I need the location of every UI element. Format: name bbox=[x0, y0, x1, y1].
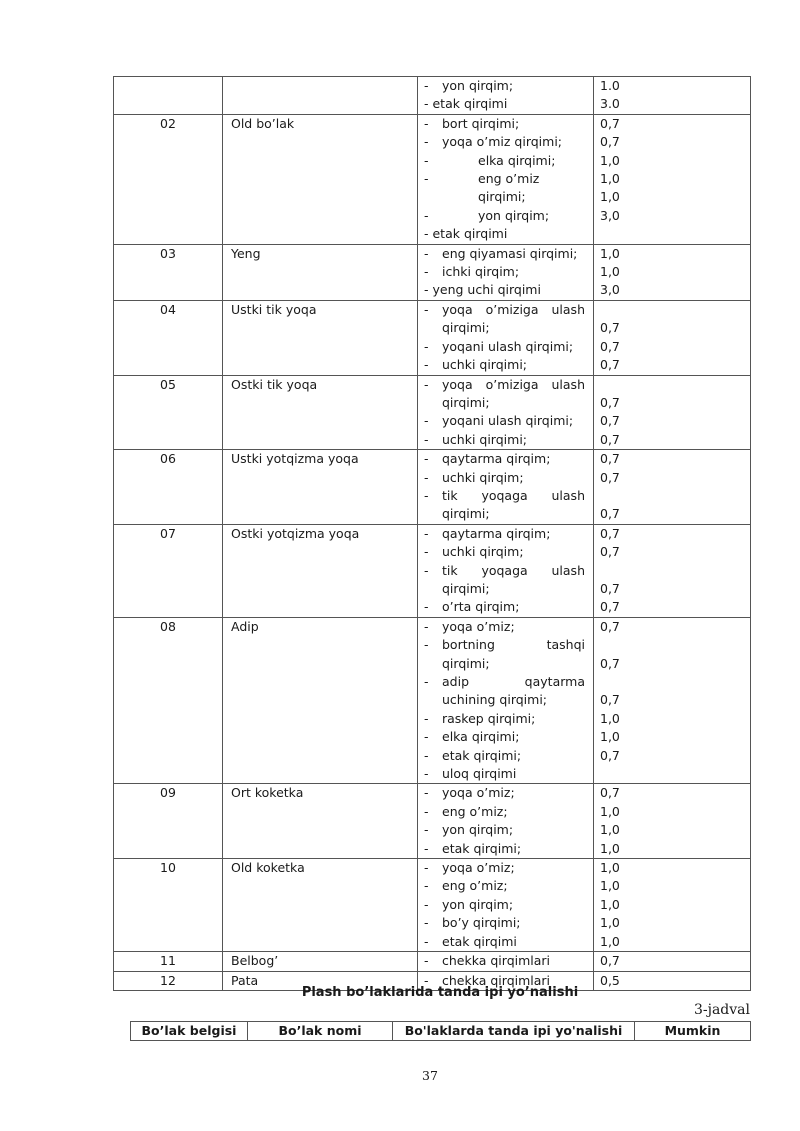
part-code-cell: 03 bbox=[114, 244, 223, 300]
cut-item-text: adip qaytarma bbox=[442, 674, 585, 689]
cut-item bbox=[418, 170, 593, 207]
cut-item-text: bort qirqimi; bbox=[442, 115, 520, 131]
cut-item bbox=[418, 765, 593, 783]
part-name-cell: Old bo’lak bbox=[223, 114, 418, 244]
dash-marker: - bbox=[424, 78, 429, 93]
part-code-cell: 05 bbox=[114, 375, 223, 450]
cut-item bbox=[418, 747, 593, 765]
cut-item bbox=[418, 207, 593, 225]
table-row bbox=[114, 244, 751, 300]
dash-marker: - bbox=[424, 357, 429, 373]
part-name-cell: Ort koketka bbox=[223, 784, 418, 859]
allowance-value: 0,7 bbox=[600, 599, 620, 615]
allowance-value: 3.0 bbox=[600, 96, 620, 112]
cut-item-text: uloq qirqimi bbox=[442, 766, 517, 782]
allowance-value: 0,7 bbox=[600, 655, 620, 671]
allowance-value: 1.0 bbox=[600, 78, 620, 93]
allowance-value: 0,7 bbox=[600, 451, 620, 467]
cut-item-text: yoqa o’miz; bbox=[442, 618, 515, 634]
cut-item-text: eng qiyamasi qirqimi; bbox=[442, 245, 578, 261]
cut-item bbox=[418, 450, 593, 468]
part-code-cell: 11 bbox=[114, 952, 223, 971]
part-code-cell: 07 bbox=[114, 524, 223, 617]
dash-marker: - bbox=[424, 264, 429, 280]
cut-list-cell bbox=[418, 375, 594, 450]
allowance-value: 1,0 bbox=[600, 803, 620, 819]
part-code-cell: 02 bbox=[114, 114, 223, 244]
cut-item bbox=[418, 655, 593, 673]
dash-marker: - bbox=[424, 301, 429, 317]
allowance-value: 1,0 bbox=[600, 152, 620, 168]
cut-item bbox=[418, 505, 593, 523]
cut-item-text: - yeng uchi qirqimi bbox=[424, 282, 541, 298]
cut-item bbox=[418, 933, 593, 951]
cut-item bbox=[418, 803, 593, 821]
allowance-value bbox=[600, 673, 750, 691]
cut-item-text: qirqimi; bbox=[442, 655, 490, 671]
part-name-cell: Ustki tik yoqa bbox=[223, 300, 418, 375]
cut-item-text: ichki qirqim; bbox=[442, 264, 520, 280]
dash-marker bbox=[418, 580, 442, 598]
allowance-values-cell bbox=[594, 952, 751, 971]
cut-item-text: bo’y qirqimi; bbox=[442, 915, 521, 931]
dash-marker: - bbox=[424, 860, 429, 876]
allowance-value: 0,7 bbox=[600, 544, 620, 560]
dash-marker: - bbox=[424, 785, 429, 801]
dash-marker: - bbox=[424, 729, 429, 745]
dash-marker: - bbox=[424, 376, 429, 392]
dash-marker: - bbox=[424, 431, 429, 447]
table-row bbox=[114, 952, 751, 971]
dash-marker: - bbox=[424, 413, 429, 429]
allowance-value: 0,7 bbox=[600, 747, 620, 763]
cut-item bbox=[418, 77, 593, 95]
table-row bbox=[114, 114, 751, 244]
cut-item bbox=[418, 691, 593, 709]
part-name-cell: Ustki yotqizma yoqa bbox=[223, 450, 418, 525]
cut-item-text: uchki qirqimi; bbox=[442, 357, 527, 373]
cut-item bbox=[418, 562, 593, 580]
dash-marker: - bbox=[424, 115, 429, 131]
cut-item bbox=[418, 877, 593, 895]
dash-marker: - bbox=[424, 207, 429, 223]
cut-item bbox=[418, 431, 593, 449]
allowance-value: 1,0 bbox=[600, 933, 620, 949]
allowance-value: 0,7 bbox=[600, 469, 620, 485]
cut-list-cell bbox=[418, 77, 594, 115]
part-code-cell: 04 bbox=[114, 300, 223, 375]
allowance-value: 1,0 bbox=[600, 245, 620, 261]
cut-item bbox=[418, 225, 593, 243]
part-name-cell: Old koketka bbox=[223, 859, 418, 952]
cut-item bbox=[418, 710, 593, 728]
cut-item-text: uchki qirqimi; bbox=[442, 431, 527, 447]
allowance-values-cell bbox=[594, 859, 751, 952]
cut-item bbox=[418, 319, 593, 337]
allowance-value: 1,0 bbox=[600, 170, 620, 186]
cut-item-text: uchining qirqimi; bbox=[442, 692, 548, 708]
cut-item-text: etak qirqimi; bbox=[442, 747, 522, 763]
part-code-cell: 08 bbox=[114, 617, 223, 784]
allowance-value: 0,7 bbox=[600, 320, 620, 336]
cut-item bbox=[418, 914, 593, 932]
cut-item bbox=[418, 281, 593, 299]
allowance-value: 0,7 bbox=[600, 394, 620, 410]
dash-marker: - bbox=[424, 451, 429, 467]
allowance-value: 0,7 bbox=[600, 115, 620, 131]
allowance-value: 0,7 bbox=[600, 338, 620, 354]
cut-item bbox=[418, 636, 593, 654]
cut-item-text: eng o’miz qirqimi; bbox=[478, 171, 540, 205]
cut-item-text: yoqa o’miziga ulash bbox=[442, 376, 585, 392]
cut-item bbox=[418, 356, 593, 374]
dash-marker bbox=[418, 691, 442, 709]
cut-item-text: yoqa o’miz qirqimi; bbox=[442, 134, 563, 150]
cut-item bbox=[418, 338, 593, 356]
dash-marker: - bbox=[424, 896, 429, 912]
header-cell-allowed: Mumkin bbox=[635, 1022, 751, 1041]
cut-item-text: raskep qirqimi; bbox=[442, 710, 536, 726]
cut-item bbox=[418, 525, 593, 543]
dash-marker: - bbox=[424, 933, 429, 949]
cut-item bbox=[418, 821, 593, 839]
allowance-value: 0,7 bbox=[600, 953, 620, 969]
cut-item bbox=[418, 95, 593, 113]
cut-item bbox=[418, 263, 593, 281]
allowance-value: 1,0 bbox=[600, 822, 620, 838]
dash-marker: - bbox=[424, 953, 429, 969]
allowance-values-cell bbox=[594, 300, 751, 375]
cut-item-text: elka qirqimi; bbox=[442, 729, 520, 745]
part-name-cell: Yeng bbox=[223, 244, 418, 300]
cut-item-text: uchki qirqim; bbox=[442, 544, 524, 560]
cut-list-cell bbox=[418, 784, 594, 859]
table-row bbox=[114, 375, 751, 450]
cut-item bbox=[418, 376, 593, 394]
allowance-value: 1,0 bbox=[600, 896, 620, 912]
dash-marker: - bbox=[424, 152, 429, 168]
table-number: 3-jadval bbox=[693, 1002, 750, 1018]
dash-marker: - bbox=[424, 562, 429, 578]
cut-item-text: tik yoqaga ulash bbox=[442, 487, 585, 503]
cutting-allowance-table-body bbox=[114, 77, 751, 991]
allowance-value: 0,7 bbox=[600, 580, 620, 596]
cut-item bbox=[418, 896, 593, 914]
cut-item-text: eng o’miz; bbox=[442, 878, 508, 894]
dash-marker: - bbox=[424, 525, 429, 541]
part-name-cell: Ostki yotqizma yoqa bbox=[223, 524, 418, 617]
part-code-cell: 06 bbox=[114, 450, 223, 525]
cut-item-text: qaytarma qirqim; bbox=[442, 451, 551, 467]
allowance-value: 0,7 bbox=[600, 357, 620, 373]
cut-item-text: etak qirqimi bbox=[442, 933, 517, 949]
cut-item-text: etak qirqimi; bbox=[442, 840, 522, 856]
allowance-values-cell bbox=[594, 450, 751, 525]
cut-item-text: qirqimi; bbox=[442, 580, 490, 596]
allowance-values-cell bbox=[594, 114, 751, 244]
allowance-values-cell bbox=[594, 375, 751, 450]
allowance-value: 0,7 bbox=[600, 692, 620, 708]
dash-marker: - bbox=[424, 747, 429, 763]
part-name-cell: Pata bbox=[223, 971, 418, 990]
section-title: Plash bo’laklarida tanda ipi yo’nalishi bbox=[301, 985, 579, 1000]
dash-marker bbox=[418, 394, 442, 412]
table-row bbox=[114, 859, 751, 952]
table-row bbox=[114, 77, 751, 115]
dash-marker: - bbox=[424, 544, 429, 560]
allowance-value: 1,0 bbox=[600, 264, 620, 280]
part-code-cell: 12 bbox=[114, 971, 223, 990]
dash-marker bbox=[418, 319, 442, 337]
allowance-value: 1,0 bbox=[600, 840, 620, 856]
dash-marker: - bbox=[424, 972, 429, 988]
allowance-value: 0,7 bbox=[600, 618, 620, 634]
cut-item bbox=[418, 394, 593, 412]
dash-marker: - bbox=[424, 766, 429, 782]
cut-item-text: elka qirqimi; bbox=[478, 152, 556, 168]
allowance-value bbox=[600, 301, 750, 319]
cut-list-cell bbox=[418, 114, 594, 244]
part-code-cell: 10 bbox=[114, 859, 223, 952]
cut-item-text: yon qirqim; bbox=[442, 822, 514, 838]
part-name-cell bbox=[223, 77, 418, 115]
dash-marker bbox=[418, 655, 442, 673]
cut-item-text: o’rta qirqim; bbox=[442, 599, 520, 615]
allowance-value: 1,0 bbox=[600, 710, 620, 726]
allowance-value bbox=[600, 487, 750, 505]
part-name-cell: Ostki tik yoqa bbox=[223, 375, 418, 450]
cut-list-cell bbox=[418, 617, 594, 784]
cut-item bbox=[418, 728, 593, 746]
warp-direction-table-header bbox=[130, 1021, 751, 1041]
table-row bbox=[114, 784, 751, 859]
dash-marker: - bbox=[424, 134, 429, 150]
cut-item bbox=[418, 412, 593, 430]
allowance-value: 0,7 bbox=[600, 525, 620, 541]
allowance-value: 3,0 bbox=[600, 207, 620, 223]
dash-marker bbox=[418, 505, 442, 523]
dash-marker: - bbox=[424, 915, 429, 931]
table-row bbox=[114, 617, 751, 784]
allowance-value: 1,0 bbox=[600, 860, 620, 876]
cut-item-text: yon qirqim; bbox=[442, 896, 514, 912]
cut-item-text: yon qirqim; bbox=[478, 207, 550, 223]
cut-item-text: qirqimi; bbox=[442, 506, 490, 522]
cut-item bbox=[418, 301, 593, 319]
allowance-value: 0,7 bbox=[600, 134, 620, 150]
dash-marker: - bbox=[424, 637, 429, 653]
cut-item bbox=[418, 152, 593, 170]
allowance-value: 0,7 bbox=[600, 413, 620, 429]
dash-marker: - bbox=[424, 803, 429, 819]
cut-item-text: eng o’miz; bbox=[442, 803, 508, 819]
dash-marker: - bbox=[424, 245, 429, 261]
table-row bbox=[114, 300, 751, 375]
cut-item-text: chekka qirqimlari bbox=[442, 972, 551, 988]
cut-item bbox=[418, 487, 593, 505]
cut-list-cell bbox=[418, 244, 594, 300]
allowance-value: 0,7 bbox=[600, 506, 620, 522]
cut-item bbox=[418, 840, 593, 858]
allowance-value: 1,0 bbox=[600, 189, 620, 205]
cut-item-text: yoqani ulash qirqimi; bbox=[442, 338, 574, 354]
cut-item-text: yoqa o’miziga ulash bbox=[442, 301, 585, 317]
cut-item bbox=[418, 859, 593, 877]
cut-item-text: - etak qirqimi bbox=[424, 226, 508, 242]
allowance-value bbox=[600, 562, 750, 580]
allowance-value: 0,7 bbox=[600, 431, 620, 447]
dash-marker: - bbox=[424, 171, 429, 187]
cut-item bbox=[418, 115, 593, 133]
cut-item bbox=[418, 784, 593, 802]
allowance-value bbox=[600, 765, 750, 783]
cut-item bbox=[418, 543, 593, 561]
dash-marker: - bbox=[424, 487, 429, 503]
allowance-values-cell bbox=[594, 784, 751, 859]
part-name-cell: Adip bbox=[223, 617, 418, 784]
header-cell-part-name: Bo’lak nomi bbox=[248, 1022, 393, 1041]
cut-item bbox=[418, 580, 593, 598]
dash-marker: - bbox=[424, 618, 429, 634]
allowance-values-cell bbox=[594, 617, 751, 784]
part-name-cell: Belbog’ bbox=[223, 952, 418, 971]
header-cell-part-code: Bo’lak belgisi bbox=[131, 1022, 248, 1041]
cut-item-text: tik yoqaga ulash bbox=[442, 562, 585, 578]
dash-marker: - bbox=[424, 822, 429, 838]
allowance-values-cell bbox=[594, 244, 751, 300]
cut-item bbox=[418, 245, 593, 263]
cut-item-text: yon qirqim; bbox=[442, 78, 514, 93]
dash-marker: - bbox=[424, 710, 429, 726]
page-number: 37 bbox=[422, 1068, 438, 1083]
allowance-value bbox=[600, 636, 750, 654]
header-cell-warp-direction: Bo'laklarda tanda ipi yo'nalishi bbox=[393, 1022, 635, 1041]
dash-marker: - bbox=[424, 878, 429, 894]
allowance-value: 3,0 bbox=[600, 282, 620, 298]
allowance-value bbox=[600, 376, 750, 394]
dash-marker: - bbox=[424, 599, 429, 615]
dash-marker: - bbox=[424, 674, 429, 689]
cut-item-text: chekka qirqimlari bbox=[442, 953, 551, 969]
cut-item-text: qirqimi; bbox=[442, 320, 490, 336]
cut-list-cell bbox=[418, 859, 594, 952]
cut-item-text: - etak qirqimi bbox=[424, 96, 508, 112]
cut-item-text: bortning tashqi bbox=[442, 637, 585, 653]
cut-item-text: qirqimi; bbox=[442, 394, 490, 410]
cutting-allowance-table bbox=[113, 76, 751, 991]
dash-marker: - bbox=[424, 840, 429, 856]
cut-item-text: yoqa o’miz; bbox=[442, 785, 515, 801]
table-row bbox=[114, 450, 751, 525]
allowance-value: 1,0 bbox=[600, 729, 620, 745]
allowance-value: 0,7 bbox=[600, 785, 620, 801]
cut-item bbox=[418, 952, 593, 970]
allowance-value: 0,5 bbox=[600, 972, 620, 988]
allowance-value: 1,0 bbox=[600, 915, 620, 931]
cut-list-cell bbox=[418, 524, 594, 617]
cut-list-cell bbox=[418, 300, 594, 375]
cut-item-text: yoqa o’miz; bbox=[442, 860, 515, 876]
cut-item bbox=[418, 598, 593, 616]
cut-item bbox=[418, 673, 593, 691]
dash-marker: - bbox=[424, 338, 429, 354]
table-row bbox=[114, 524, 751, 617]
dash-marker: - bbox=[424, 469, 429, 485]
allowance-values-cell bbox=[594, 77, 751, 115]
cut-item-text: uchki qirqim; bbox=[442, 469, 524, 485]
cut-list-cell bbox=[418, 952, 594, 971]
header-row bbox=[131, 1022, 751, 1041]
cut-item-text: yoqani ulash qirqimi; bbox=[442, 413, 574, 429]
cut-list-cell bbox=[418, 450, 594, 525]
allowance-value: 1,0 bbox=[600, 878, 620, 894]
cut-item bbox=[418, 618, 593, 636]
part-code-cell: 09 bbox=[114, 784, 223, 859]
part-code-cell bbox=[114, 77, 223, 115]
allowance-values-cell bbox=[594, 524, 751, 617]
cut-item-text: qaytarma qirqim; bbox=[442, 525, 551, 541]
cut-item bbox=[418, 133, 593, 151]
cut-item bbox=[418, 469, 593, 487]
